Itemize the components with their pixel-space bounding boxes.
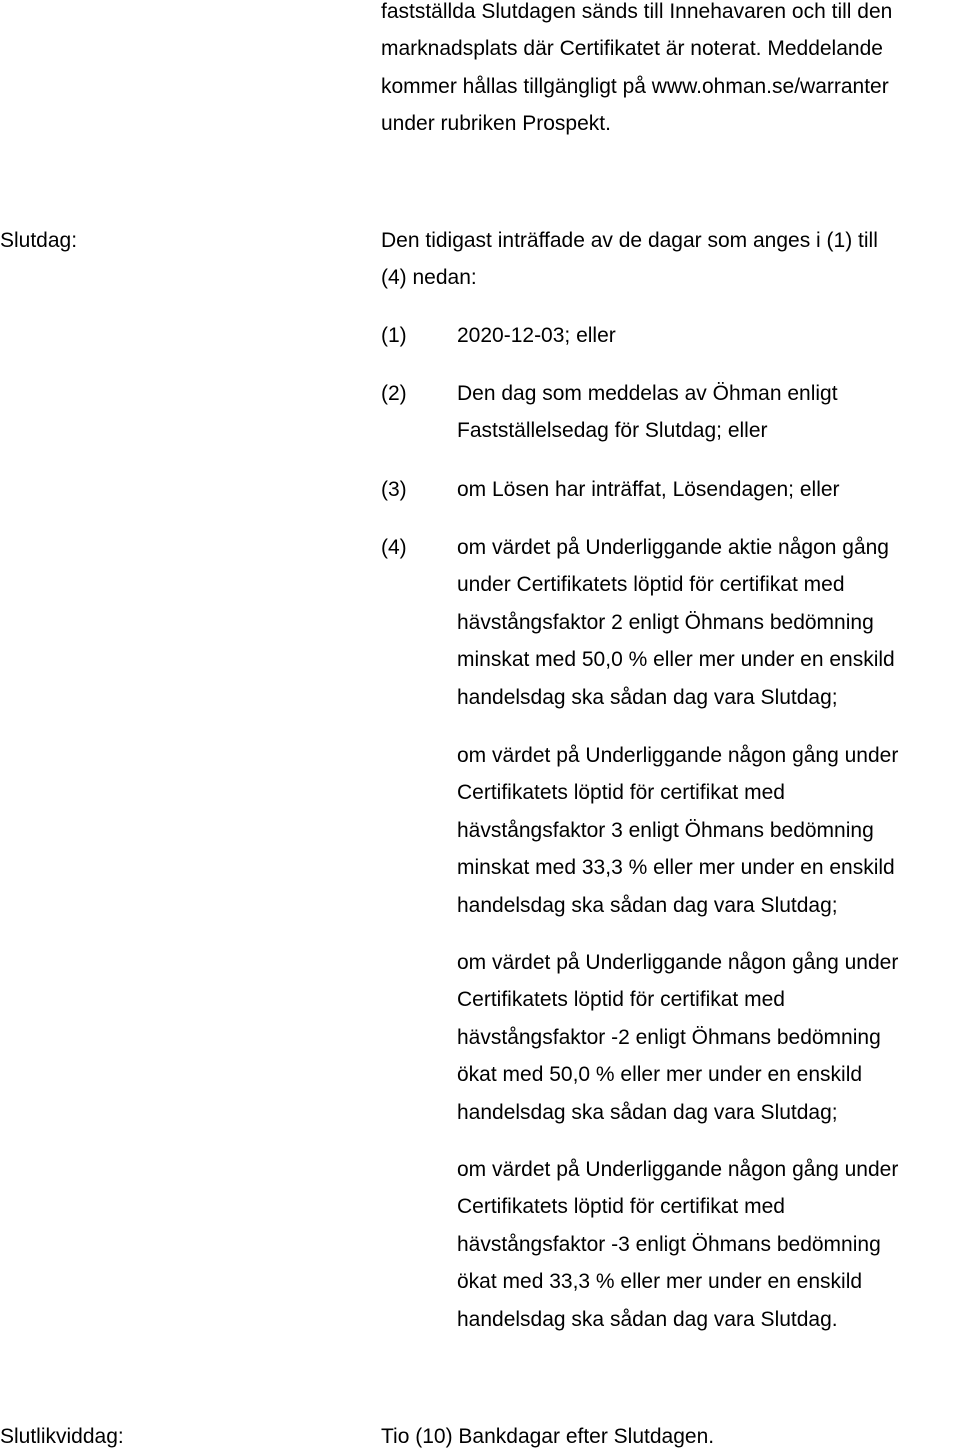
slutdag-lead (381, 222, 878, 297)
list-item-paragraph (457, 944, 898, 1131)
list-item-paragraph (457, 1151, 898, 1338)
item-line: Fastställelsedag för Slutdag; eller (457, 419, 768, 443)
item-number: (2) (381, 382, 407, 405)
slutdag-term: Slutdag: (0, 229, 78, 252)
item-line: Certifikatets löptid för certifikat med (457, 1195, 785, 1219)
item-number: (4) (381, 536, 407, 559)
intro-line: under rubriken Prospekt. (381, 112, 611, 136)
slutlikviddag-value: Tio (10) Bankdagar efter Slutdagen. (381, 1425, 715, 1448)
intro-line: marknadsplats där Certifikatet är noterat. Meddelande (381, 37, 883, 61)
item-line: hävstångsfaktor -2 enligt Öhmans bedömning (457, 1025, 881, 1049)
slutdag-lead-line: Den tidigast inträffade av de dagar som anges i (1) till (381, 229, 878, 252)
list-item (457, 317, 616, 354)
intro-line: fastställda Slutdagen sänds till Innehavaren och till den (381, 0, 893, 23)
item-line: ökat med 50,0 % eller mer under en enskild (457, 1063, 863, 1087)
item-number: (1) (381, 324, 407, 347)
item-line: under Certifikatets löptid för certifikat med (457, 573, 845, 597)
item-line: handelsdag ska sådan dag vara Slutdag; (457, 893, 838, 917)
slutdag-lead-line: (4) nedan: (381, 266, 477, 290)
item-line: Certifikatets löptid för certifikat med (457, 781, 785, 805)
list-item (457, 375, 838, 450)
item-line: om värdet på Underliggande någon gång under (457, 1158, 899, 1181)
item-line: hävstångsfaktor 3 enligt Öhmans bedömning (457, 818, 874, 842)
intro-line: kommer hållas tillgängligt på www.ohman.se/warranter (381, 74, 889, 98)
list-item-paragraph (457, 529, 895, 716)
item-line: 2020-12-03; eller (457, 324, 616, 347)
list-item (457, 471, 840, 508)
item-line: om värdet på Underliggande någon gång under (457, 951, 899, 974)
item-line: om värdet på Underliggande någon gång under (457, 744, 899, 767)
item-line: Certifikatets löptid för certifikat med (457, 988, 785, 1012)
item-line: hävstångsfaktor 2 enligt Öhmans bedömning (457, 610, 874, 634)
item-line: om Lösen har inträffat, Lösendagen; eller (457, 478, 840, 501)
item-line: om värdet på Underliggande aktie någon gång (457, 536, 889, 559)
item-line: handelsdag ska sådan dag vara Slutdag; (457, 685, 838, 709)
item-line: handelsdag ska sådan dag vara Slutdag; (457, 1100, 838, 1124)
item-number: (3) (381, 478, 407, 501)
item-line: minskat med 33,3 % eller mer under en enskild (457, 856, 895, 880)
item-line: Den dag som meddelas av Öhman enligt (457, 382, 838, 405)
slutlikviddag-term: Slutlikviddag: (0, 1425, 124, 1448)
item-line: ökat med 33,3 % eller mer under en enskild (457, 1270, 863, 1294)
intro-paragraph (381, 0, 892, 143)
item-line: hävstångsfaktor -3 enligt Öhmans bedömning (457, 1232, 881, 1256)
item-line: handelsdag ska sådan dag vara Slutdag. (457, 1307, 838, 1331)
item-line: minskat med 50,0 % eller mer under en enskild (457, 648, 895, 672)
list-item-paragraph (457, 737, 898, 924)
